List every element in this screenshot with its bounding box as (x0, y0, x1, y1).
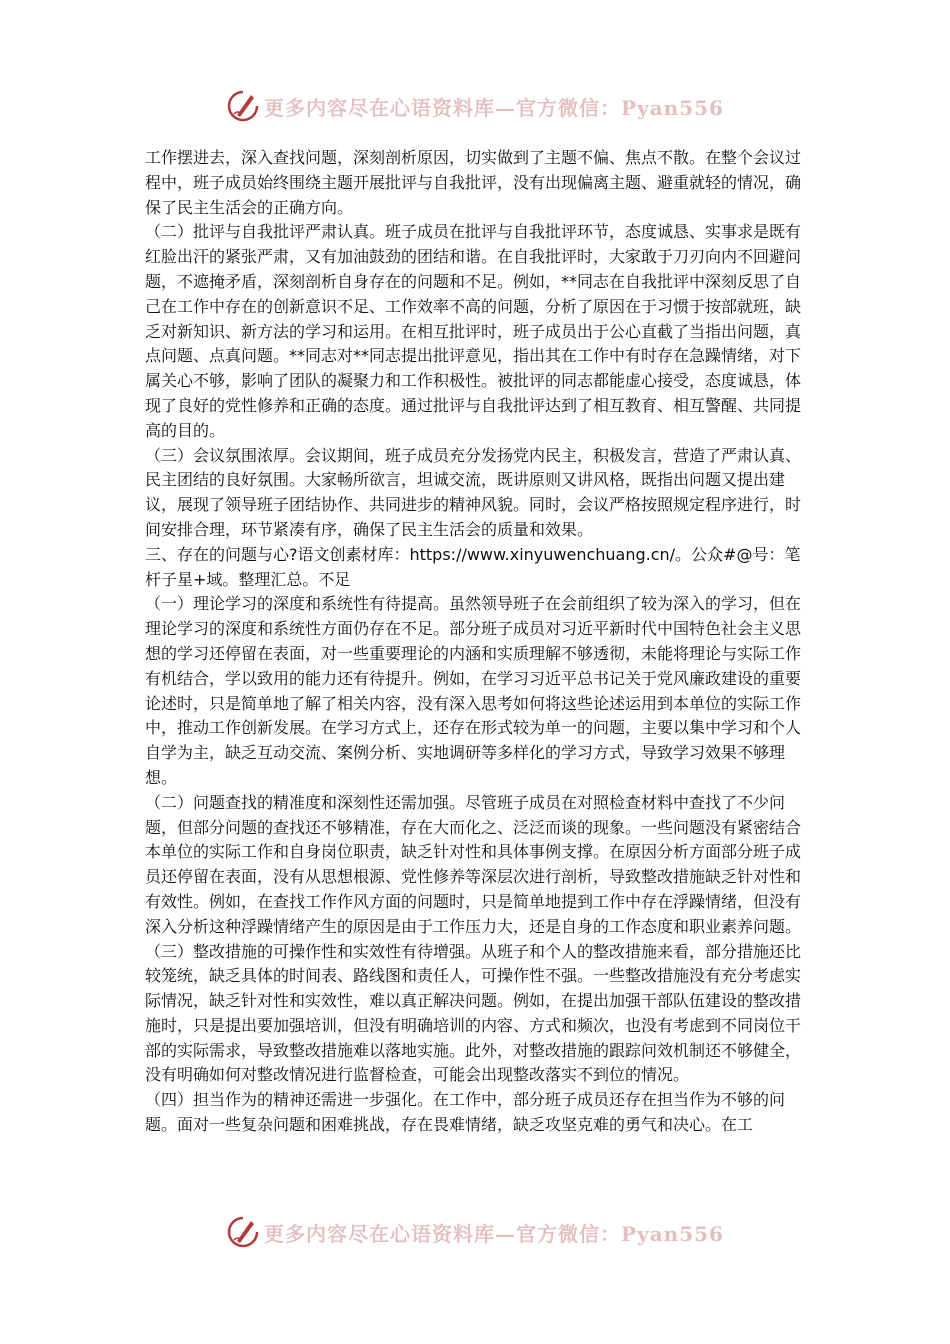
paragraph: 工作摆进去，深入查找问题，深刻剖析原因，切实做到了主题不偏、焦点不散。在整个会议过程中，班子成员始终围绕主题开展批评与自我批评，没有出现偏离主题、避重就轻的情况，确保了民主生活会的正确方向。 (145, 148, 802, 217)
footer-watermark-text: 更多内容尽在心语资料库—官方微信：Pyan556 (264, 1221, 724, 1246)
footer-watermark-banner (0, 1212, 950, 1252)
paragraph: （三）会议氛围浓厚。会议期间，班子成员充分发扬党内民主，积极发言，营造了严肃认真、民主团结的良好氛围。大家畅所欲言，坦诚交流，既讲原则又讲风格，既指出问题又提出建议，展现了领导班子团结协作、共同进步的精神风貌。同时，会议严格按照规定程序进行，时间安排合理，环节紧凑有序，确保了民主生活会的质量和效果。 (145, 445, 802, 539)
pen-quill-logo-icon (226, 89, 260, 123)
header-watermark-banner (0, 86, 950, 126)
paragraph: （一）理论学习的深度和系统性有待提高。虽然领导班子在会前组织了较为深入的学习，但在理论学习的深度和系统性方面仍存在不足。部分班子成员对习近平新时代中国特色社会主义思想的学习还停留在表面，对一些重要理论的内涵和实质理解不够透彻，未能将理论与实际工作有机结合，学以致用的能力还有待提升。例如，在学习习近平总书记关于党风廉政建设的重要论述时，只是简单地了解了相关内容，没有深入思考如何将这些论述运用到本单位的实际工作中，推动工作创新发展。在学习方式上，还存在形式较为单一的问题，主要以集中学习和个人自学为主，缺乏互动交流、案例分析、实地调研等多样化的学习方式，导致学习效果不够理想。 (145, 594, 802, 787)
paragraph: （二）批评与自我批评严肃认真。班子成员在批评与自我批评环节，态度诚恳、实事求是既有红脸出汗的紧张严肃，又有加油鼓劲的团结和谐。在自我批评时，大家敢于刀刃向内不回避问题，不遮掩矛盾，深刻剖析自身存在的问题和不足。例如，**同志在自我批评中深刻反思了自己在工作中存在的创新意识不足、工作效率不高的问题，分析了原因在于习惯于按部就班，缺乏对新知识、新方法的学习和运用。在相互批评时，班子成员出于公心直截了当指出问题，真点问题、点真问题。**同志对**同志提出批评意见，指出其在工作中有时存在急躁情绪，对下属关心不够，影响了团队的凝聚力和工作积极性。被批评的同志都能虚心接受，态度诚恳，体现了良好的党性修养和正确的态度。通过批评与自我批评达到了相互教育、相互警醒、共同提高的目的。 (145, 222, 802, 440)
paragraph: （四）担当作为的精神还需进一步强化。在工作中，部分班子成员还存在担当作为不够的问题。面对一些复杂问题和困难挑战，存在畏难情绪，缺乏攻坚克难的勇气和决心。在工 (145, 1090, 786, 1135)
header-watermark-text: 更多内容尽在心语资料库—官方微信：Pyan556 (264, 95, 724, 120)
paragraph: （三）整改措施的可操作性和实效性有待增强。从班子和个人的整改措施来看，部分措施还比较笼统，缺乏具体的时间表、路线图和责任人，可操作性不强。一些整改措施没有充分考虑实际情况，缺乏针对性和实效性，难以真正解决问题。例如，在提出加强干部队伍建设的整改措施时，只是提出要加强培训，但没有明确培训的内容、方式和频次，也没有考虑到不同岗位干部的实际需求，导致整改措施难以落地实施。此外，对整改措施的跟踪问效机制还不够健全，没有明确如何对整改情况进行监督检查，可能会出现整改落实不到位的情况。 (145, 941, 802, 1085)
pen-quill-logo-icon (226, 1215, 260, 1249)
paragraph: （二）问题查找的精准度和深刻性还需加强。尽管班子成员在对照检查材料中查找了不少问题，但部分问题的查找还不够精准，存在大而化之、泛泛而谈的现象。一些问题没有紧密结合本单位的实际工作和自身岗位职责，缺乏针对性和具体事例支撑。在原因分析方面部分班子成员还停留在表面，没有从思想根源、党性修养等深层次进行剖析，导致整改措施缺乏针对性和有效性。例如，在查找工作作风方面的问题时，只是简单地提到工作中存在浮躁情绪，但没有深入分析这种浮躁情绪产生的原因是由于工作压力大，还是自身的工作态度和职业素养问题。 (145, 792, 802, 936)
section-heading: 三、存在的问题与心?语文创素材库：https://www.xinyuwenchuang.cn/。公众#@号：笔杆子星+域。整理汇总。不足 (145, 544, 801, 589)
document-body (145, 146, 810, 1138)
